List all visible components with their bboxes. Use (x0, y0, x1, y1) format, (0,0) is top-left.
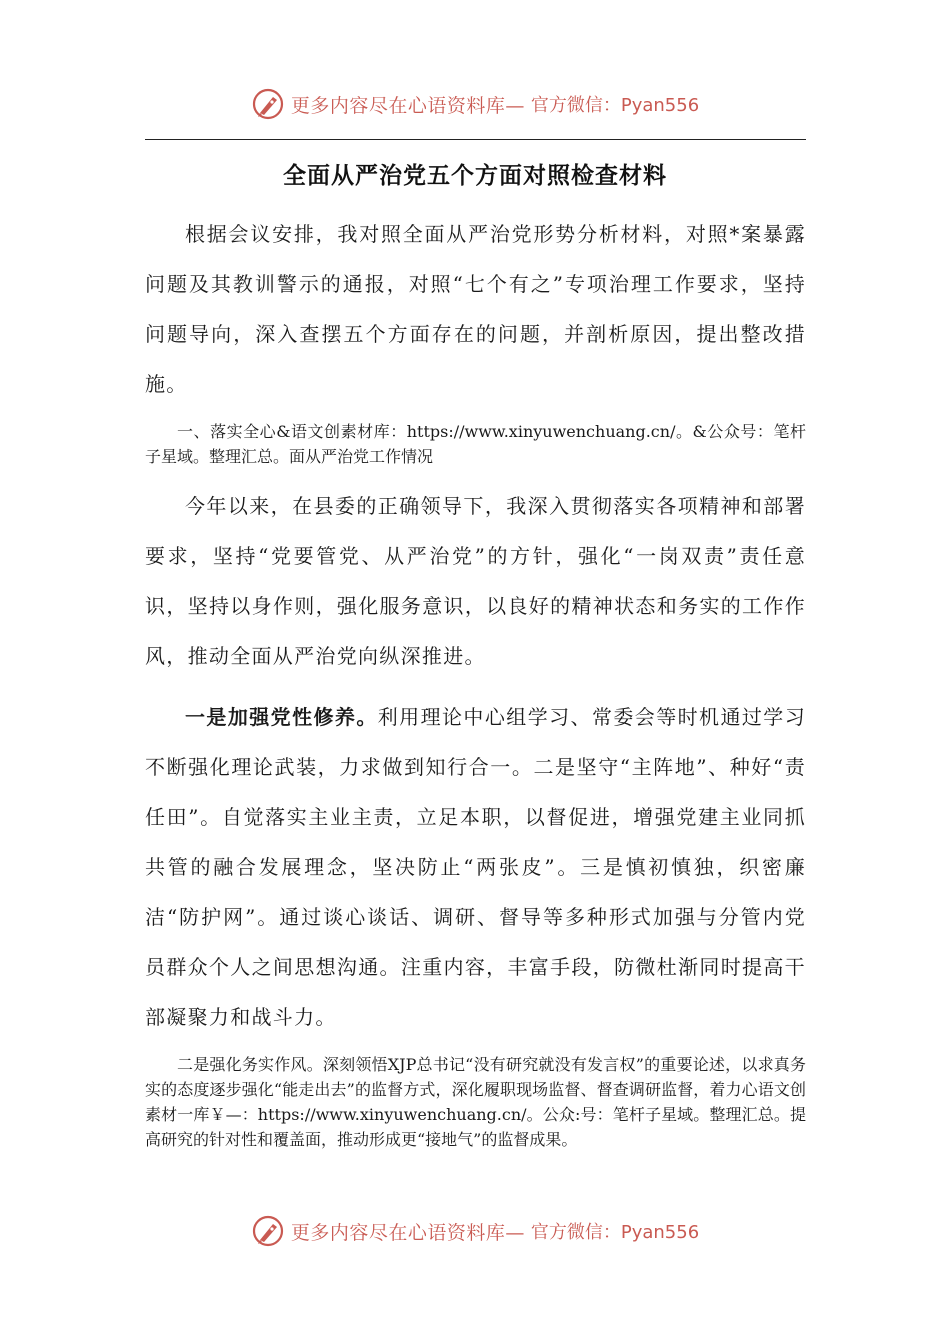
paragraph-section-heading: 一、落实全心&语文创素材库：https://www.xinyuwenchuang.cn/。&公众号：笔杆子星域。整理汇总。面从严治党工作情况 (145, 422, 806, 466)
header-divider (145, 139, 806, 140)
paragraph-point-two: 二是强化务实作风。深刻领悟XJP总书记“没有研究就没有发言权”的重要论述，以求真务实的态度逐步强化“能走出去”的监督方式，深化履职现场监督、督查调研监督，着力心语文创素材一库￥—：https://www.xinyuwenchuang.cn/。公众:号：笔杆子星域。整理汇总。提高研究的针对性和覆盖面，推动形成更“接地气”的监督成果。 (145, 1055, 806, 1149)
banner-wechat-text: 官方微信：Pyan556 (530, 95, 700, 116)
paragraph-lead-bold: 一是加强党性修养。 (185, 705, 378, 729)
footer-banner-main-text: 更多内容尽在心语资料库— (290, 1221, 525, 1244)
paragraph-overview: 今年以来，在县委的正确领导下，我深入贯彻落实各项精神和部署要求，坚持“党要管党、从严治党”的方针，强化“一岗双责”责任意识，坚持以身作则，强化服务意识，以良好的精神状态和务实的工作作风，推动全面从严治党向纵深推进。 (145, 494, 806, 668)
pen-nib-logo-icon (251, 87, 285, 121)
paragraph-point-one-body: 利用理论中心组学习、常委会等时机通过学习不断强化理论武装，力求做到知行合一。二是坚守“主阵地”、种好“责任田”。自觉落实主业主责，立足本职，以督促进，增强党建主业同抓共管的融合发展理念，坚决防止“两张皮”。三是慎初慎独，织密廉洁“防护网”。通过谈心谈话、调研、督导等多种形式加强与分管内党员群众个人之间思想沟通。注重内容，丰富手段，防微杜渐同时提高干部凝聚力和战斗力。 (145, 705, 807, 1029)
footer-banner-wechat-text: 官方微信：Pyan556 (530, 1222, 700, 1243)
document-title: 全面从严治党五个方面对照检查材料 (283, 163, 667, 189)
header-banner (0, 84, 950, 124)
pen-nib-logo-icon (251, 1214, 285, 1248)
banner-main-text: 更多内容尽在心语资料库— (290, 94, 525, 117)
paragraph-point-one (145, 692, 806, 1042)
paragraph-intro: 根据会议安排，我对照全面从严治党形势分析材料，对照*案暴露问题及其教训警示的通报，对照“七个有之”专项治理工作要求，坚持问题导向，深入查摆五个方面存在的问题，并剖析原因，提出整改措施。 (145, 222, 806, 396)
footer-banner (0, 1211, 950, 1251)
